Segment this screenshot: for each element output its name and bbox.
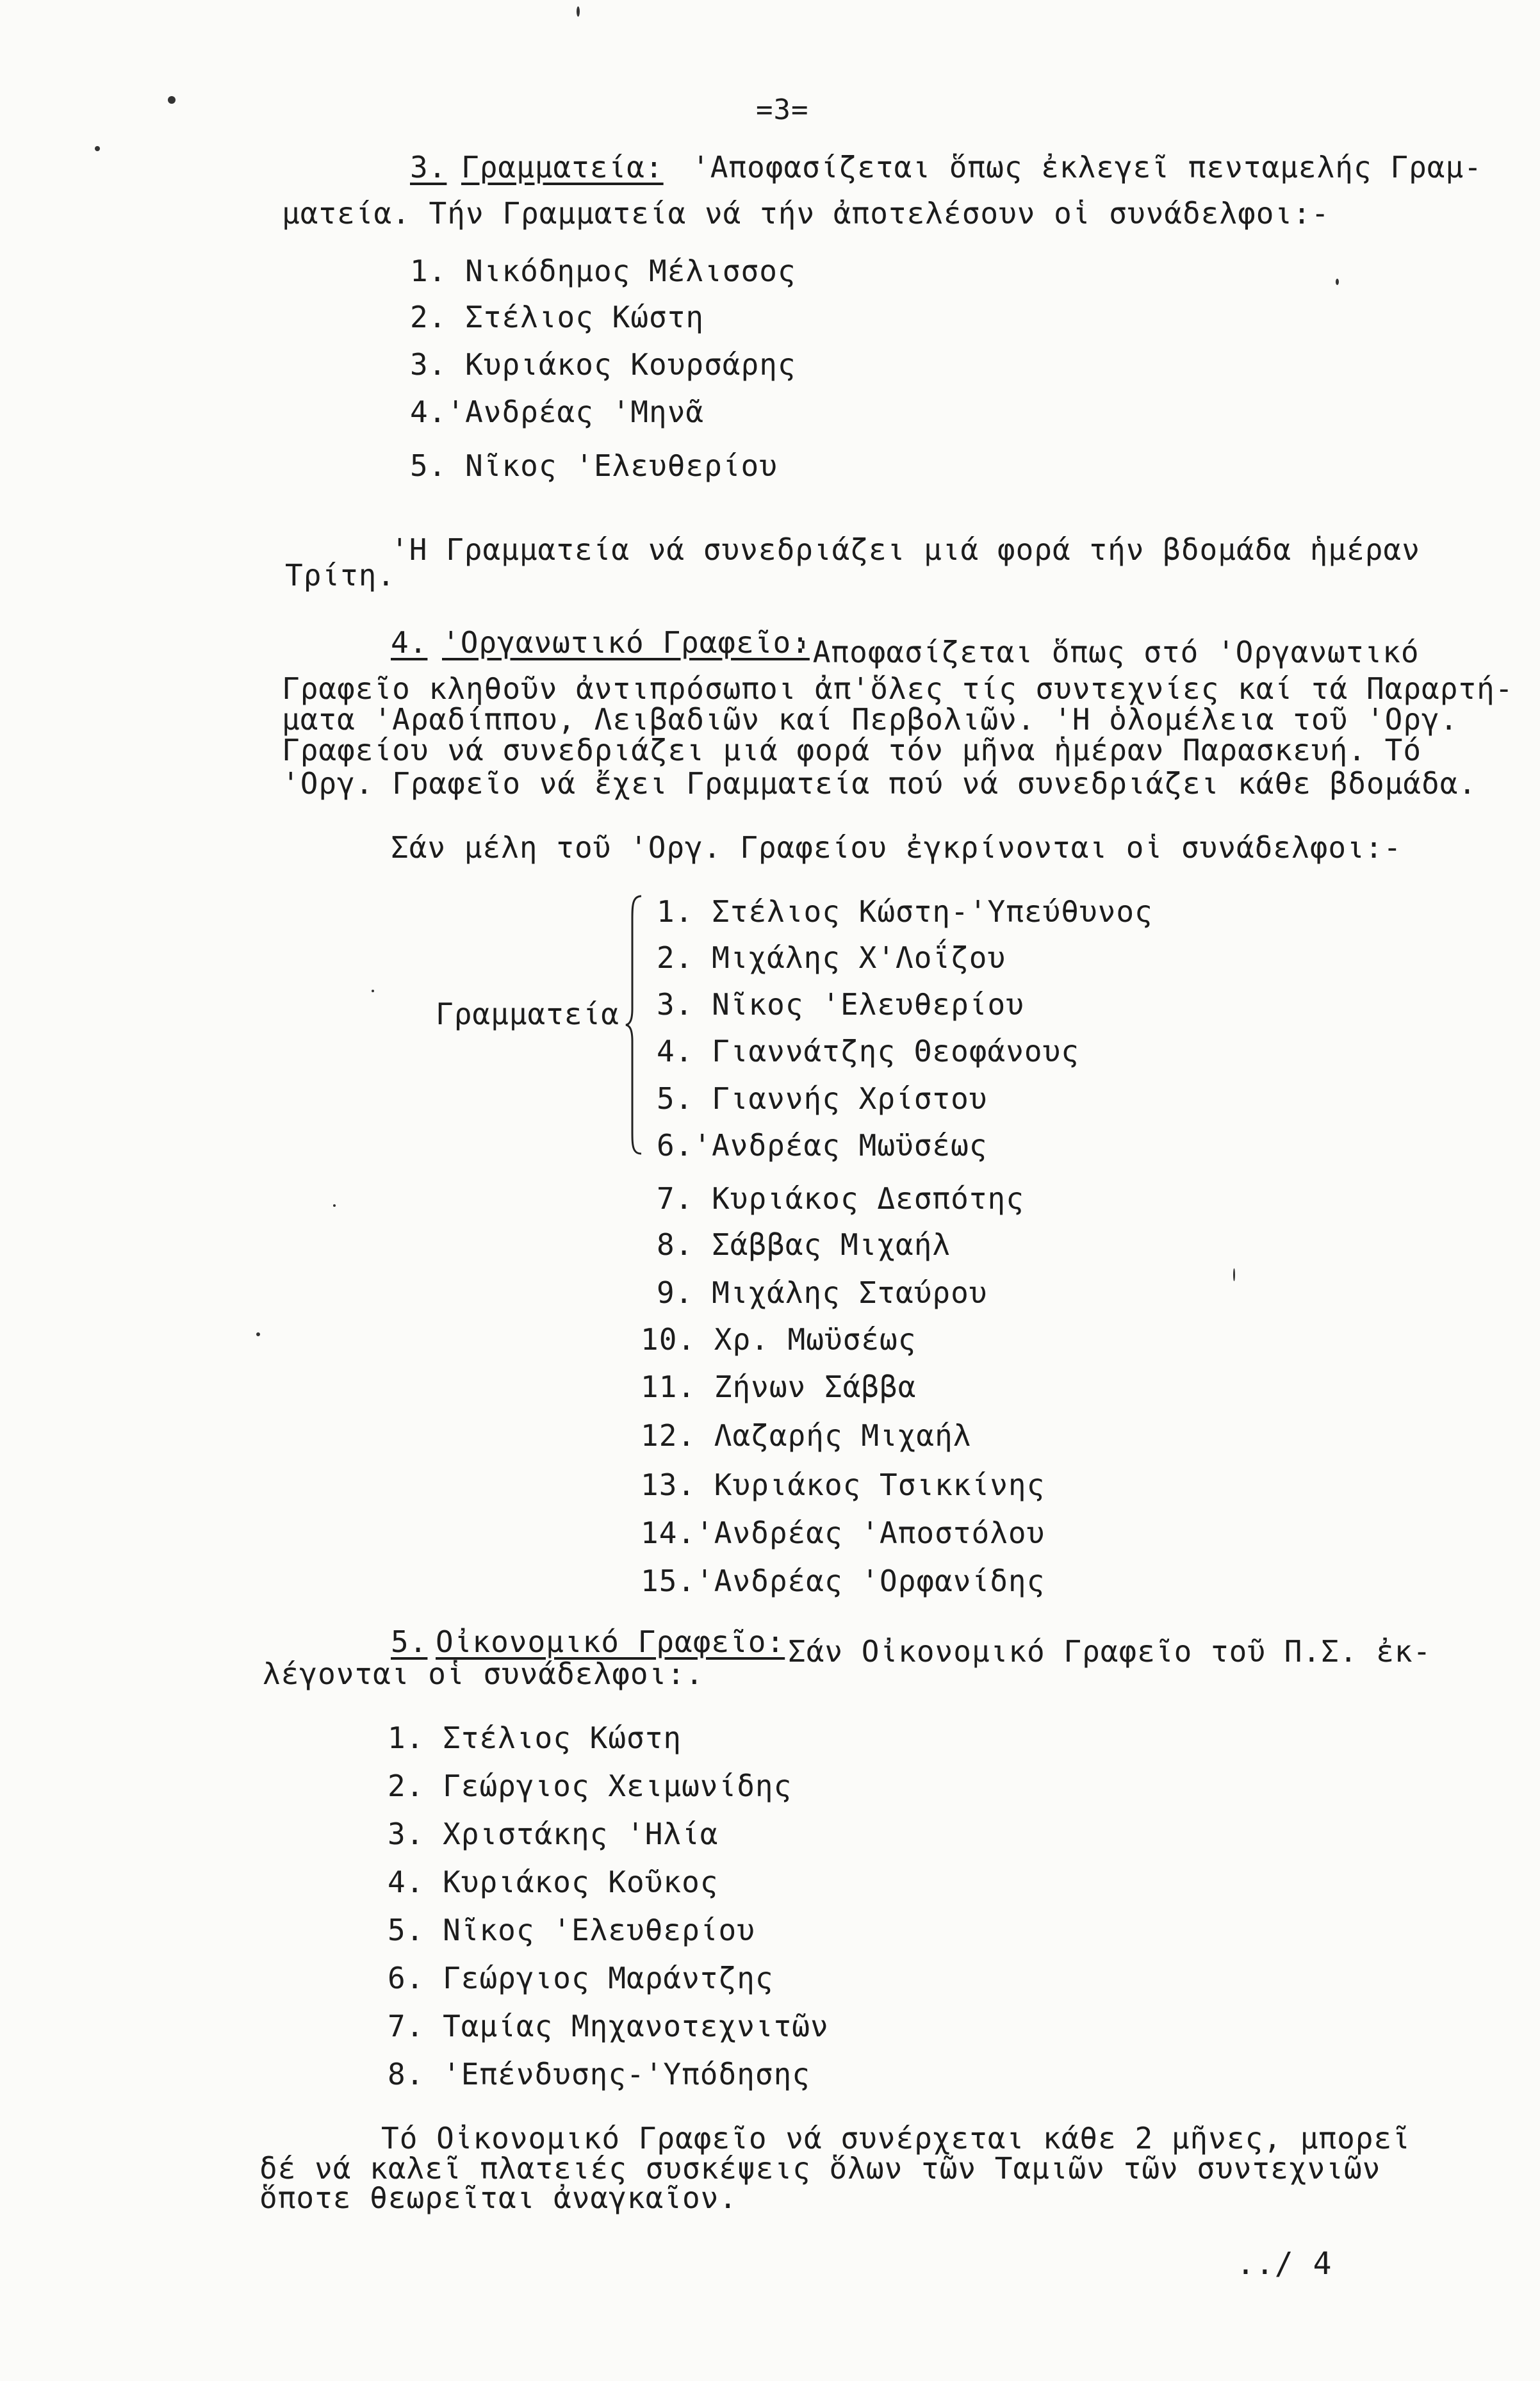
secretariat-meeting-line-2: Τρίτη. [285, 558, 396, 593]
section-5-intro-line-2: λέγονται οἱ συνάδελφοι:. [263, 1657, 704, 1691]
organising-member: 6.'Ανδρέας Μωϋσέως [657, 1128, 988, 1163]
scan-speck [1336, 279, 1339, 285]
section-5-intro-line-1: Σάν Οἰκονομικό Γραφεῖο τοῦ Π.Σ. ἐκ- [788, 1634, 1432, 1669]
section-3-intro-line-1: 'Αποφασίζεται ὅπως ἐκλεγεῖ πενταμελής Γραμ- [692, 150, 1482, 184]
secretariat-member: 3. Κυριάκος Κουρσάρης [410, 347, 796, 382]
organising-member: 15.'Ανδρέας 'Ορφανίδης [641, 1564, 1045, 1598]
section-4-number: 4. [391, 625, 428, 660]
secretariat-member: 5. Νῖκος 'Ελευθερίου [410, 448, 778, 483]
finance-member: 7. Ταμίας Μηχανοτεχνιτῶν [388, 2009, 829, 2043]
organising-member: 10. Χρ. Μωϋσέως [641, 1322, 917, 1357]
organising-member: 11. Ζήνων Σάββα [641, 1370, 917, 1404]
scan-speck [372, 990, 374, 992]
finance-closing-line-1: Τό Οἰκονομικό Γραφεῖο νά συνέρχεται κάθε 2 μῆνες, μπορεῖ [381, 2121, 1411, 2156]
organising-member: 12. Λαζαρής Μιχαήλ [641, 1418, 972, 1453]
section-3-heading: Γραμματεία: [461, 150, 664, 184]
finance-member: 1. Στέλιος Κώστη [388, 1721, 682, 1755]
scan-speck [256, 1332, 260, 1336]
finance-closing-line-2: δέ νά καλεῖ πλατειές συσκέψεις ὅλων τῶν Ταμιῶν τῶν συντεχνιῶν [259, 2151, 1381, 2186]
section-4-text-line: 'Αποφασίζεται ὅπως στό 'Οργανωτικό [794, 635, 1420, 669]
scan-speck [333, 1204, 336, 1207]
organising-member: 1. Στέλιος Κώστη-'Υπεύθυνος [657, 894, 1153, 929]
finance-member: 5. Νῖκος 'Ελευθερίου [388, 1913, 755, 1947]
brace-label-secretariat: Γραμματεία [436, 997, 619, 1031]
finance-member: 4. Κυριάκος Κοῦκος [388, 1865, 719, 1899]
finance-member: 8. 'Επένδυσης-'Υπόδησης [388, 2057, 810, 2091]
organising-member: 8. Σάββας Μιχαήλ [657, 1227, 951, 1262]
section-5-number: 5. [391, 1624, 428, 1659]
organising-member: 7. Κυριάκος Δεσπότης [657, 1181, 1024, 1216]
finance-closing-line-3: ὅποτε θεωρεῖται ἀναγκαῖον. [259, 2181, 738, 2215]
scan-speck [1233, 1268, 1235, 1281]
organising-member: 13. Κυριάκος Τσικκίνης [641, 1468, 1045, 1502]
section-5-heading: Οἰκονομικό Γραφεῖο: [436, 1624, 785, 1659]
organising-member: 5. Γιαννής Χρίστου [657, 1081, 988, 1116]
continuation-marker: ../ 4 [1236, 2246, 1332, 2282]
section-3-intro-line-2: ματεία. Τήν Γραμματεία νά τήν ἀποτελέσουν οἱ συνάδελφοι:- [282, 196, 1330, 231]
section-4-text-line: Γραφεῖο κληθοῦν ἀντιπρόσωποι ἀπ'ὅλες τίς συντεχνίες καί τά Παραρτή- [282, 671, 1514, 706]
scan-speck [577, 6, 580, 17]
scan-speck [95, 146, 100, 151]
secretariat-meeting-line-1: 'Η Γραμματεία νά συνεδριάζει μιά φορά τήν βδομάδα ἡμέραν [391, 532, 1420, 567]
secretariat-member: 2. Στέλιος Κώστη [410, 300, 705, 334]
organising-member: 3. Νῖκος 'Ελευθερίου [657, 987, 1024, 1022]
scan-speck [168, 96, 176, 104]
organising-member: 2. Μιχάλης Χ'Λοΐζου [657, 940, 1006, 975]
secretariat-member: 1. Νικόδημος Μέλισσος [410, 254, 796, 288]
finance-member: 6. Γεώργιος Μαράντζης [388, 1961, 774, 1995]
secretariat-member: 4.'Ανδρέας 'Μηνᾶ [410, 395, 705, 429]
section-4-text-line: ματα 'Αραδίππου, Λειβαδιῶν καί Περβολιῶν. 'Η ὁλομέλεια τοῦ 'Οργ. [282, 702, 1459, 737]
finance-member: 2. Γεώργιος Χειμωνίδης [388, 1769, 792, 1803]
curly-brace [625, 894, 644, 1156]
organising-member: 4. Γιαννάτζης Θεοφάνους [657, 1034, 1079, 1068]
organising-member: 14.'Ανδρέας 'Αποστόλου [641, 1516, 1045, 1550]
finance-member: 3. Χριστάκης 'Ηλία [388, 1817, 719, 1851]
page-number: =3= [756, 94, 809, 126]
organising-member: 9. Μιχάλης Σταύρου [657, 1275, 988, 1310]
section-4-heading: 'Οργανωτικό Γραφεῖο: [442, 625, 810, 660]
section-4-text-line: Γραφείου νά συνεδριάζει μιά φορά τόν μῆνα ἡμέραν Παρασκευή. Τό [282, 733, 1422, 767]
section-4-text-line: 'Οργ. Γραφεῖο νά ἔχει Γραμματεία πού νά συνεδριάζει κάθε βδομάδα. [282, 766, 1477, 801]
organising-members-intro: Σάν μέλη τοῦ 'Οργ. Γραφείου ἐγκρίνονται οἱ συνάδελφοι:- [391, 830, 1402, 865]
section-3-number: 3. [410, 150, 447, 184]
